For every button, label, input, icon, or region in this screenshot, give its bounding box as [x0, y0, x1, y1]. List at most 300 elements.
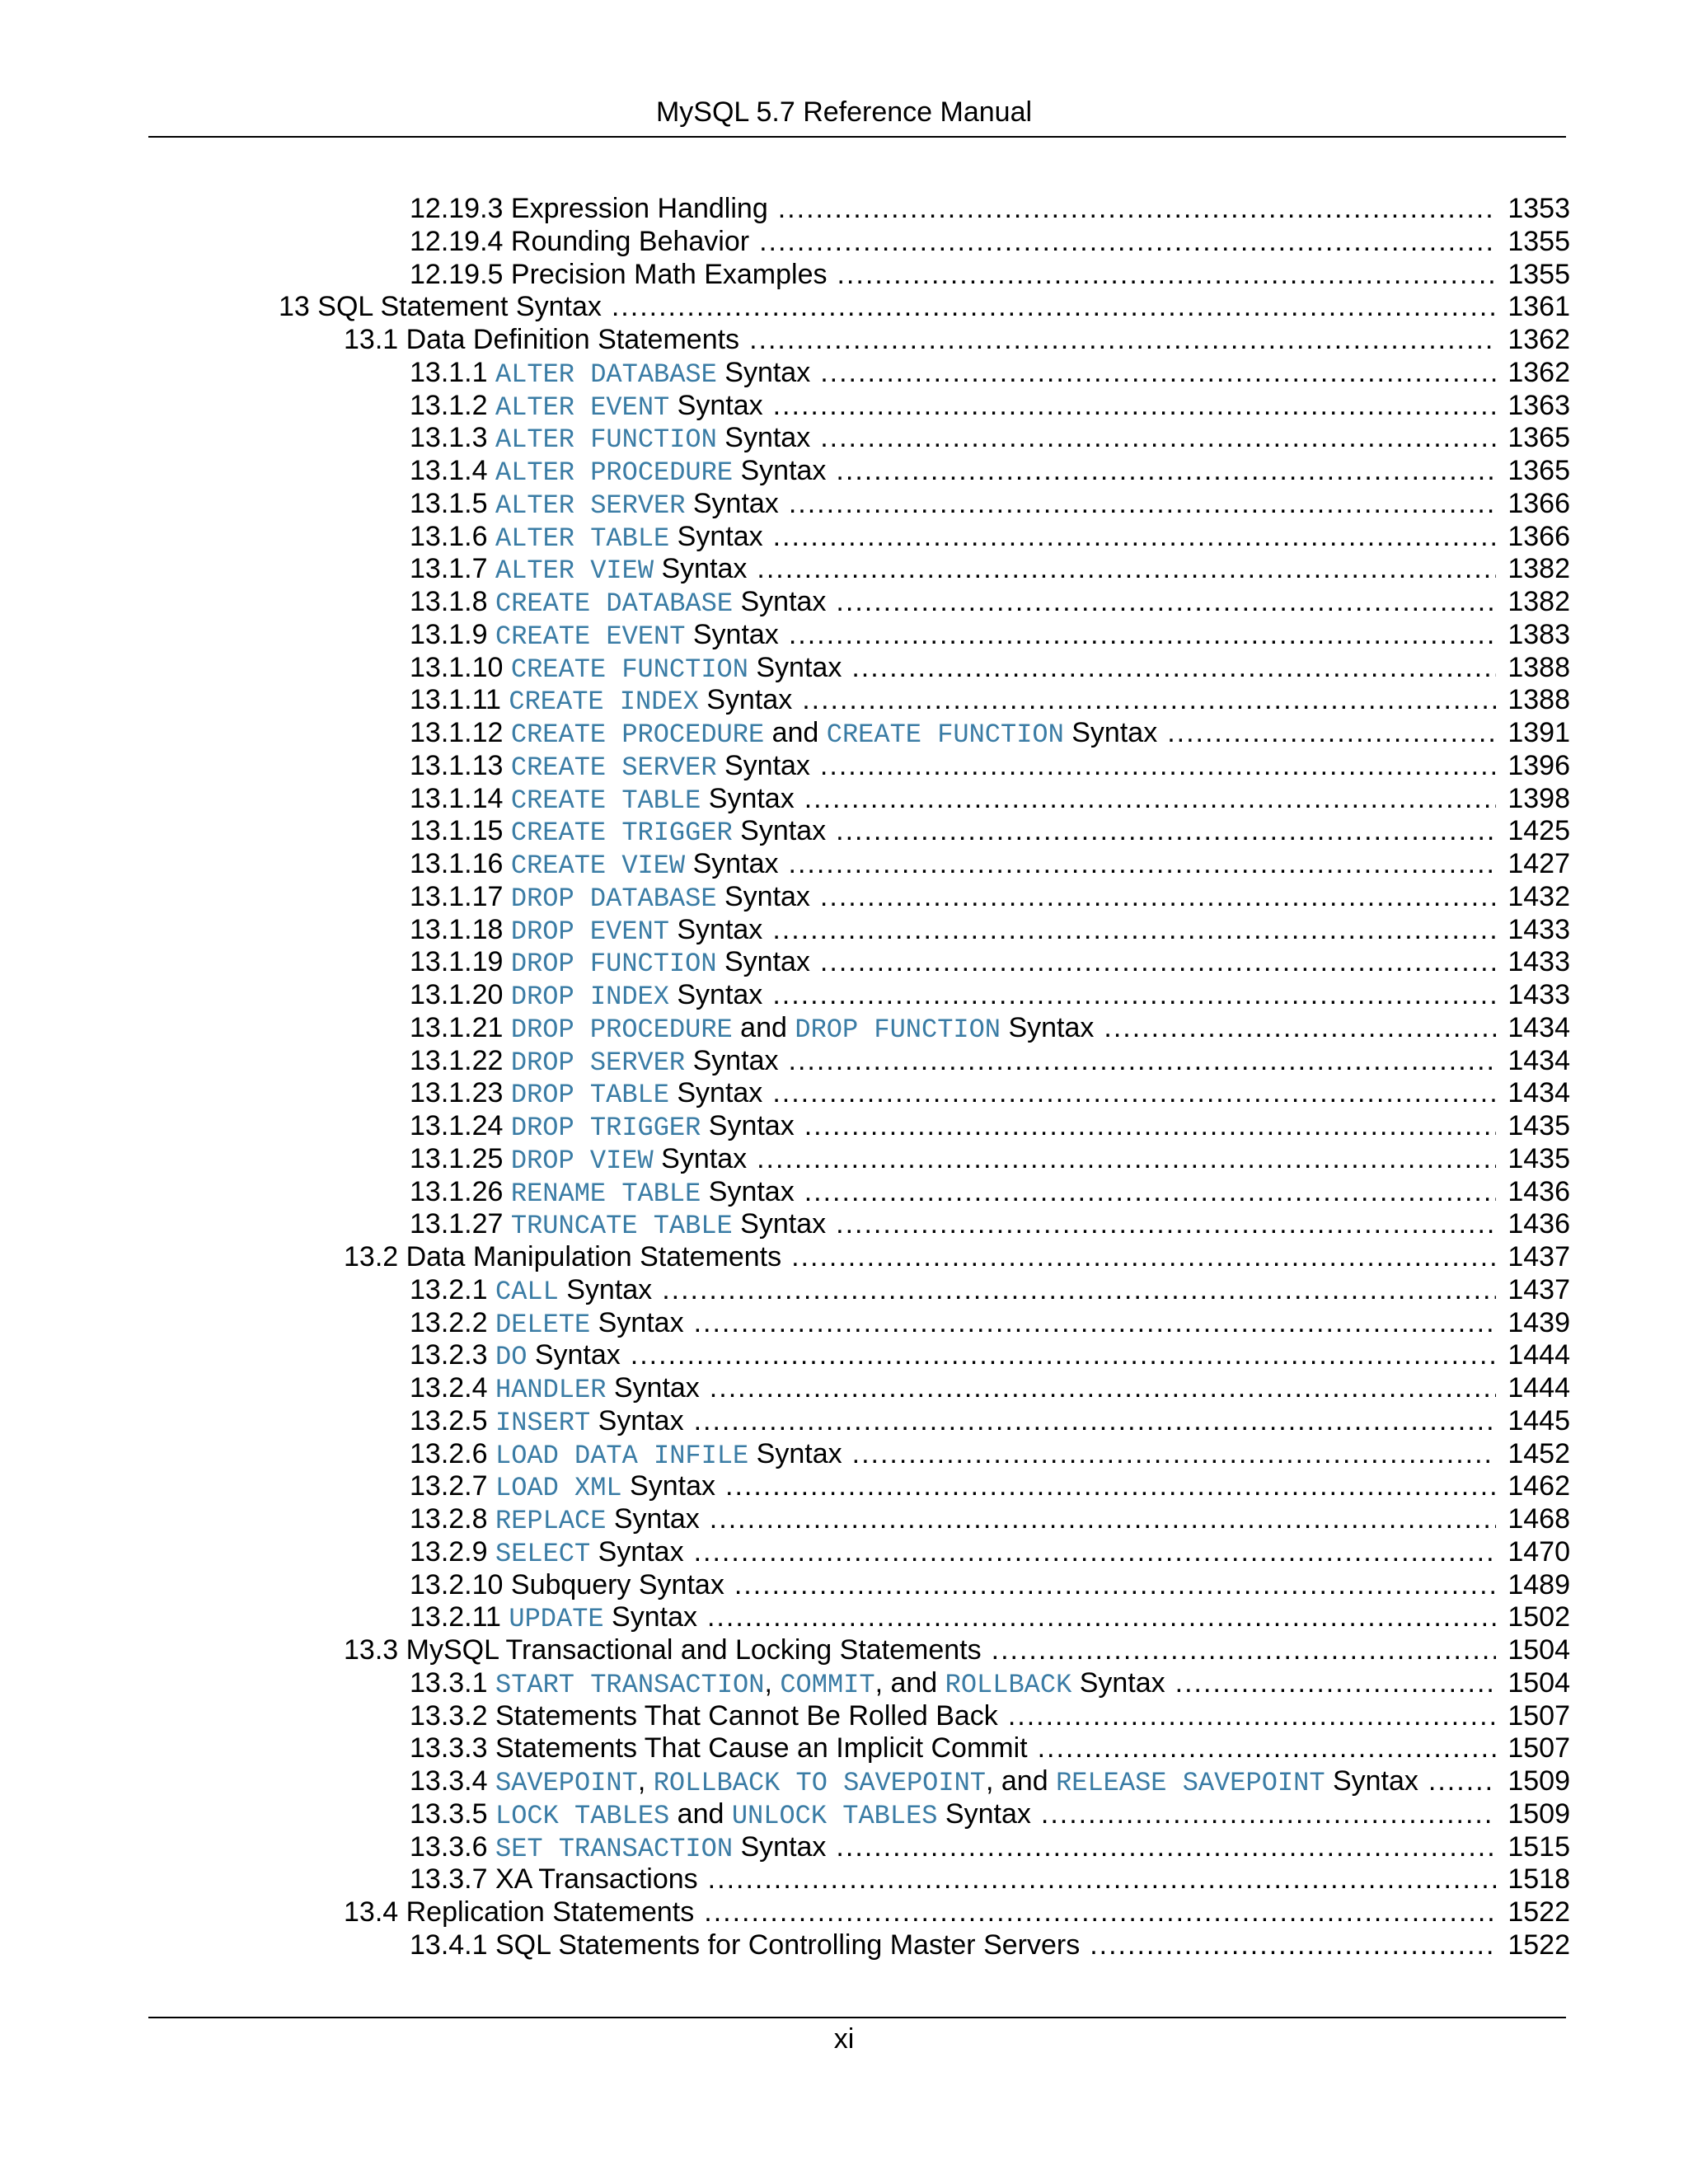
- toc-entry[interactable]: [410, 1797, 1570, 1830]
- toc-text: 13.1.25: [410, 1142, 511, 1174]
- toc-text: 13.1.4: [410, 455, 495, 486]
- toc-page-number: 1518: [1507, 1863, 1570, 1896]
- toc-entry-title: [410, 1699, 998, 1732]
- toc-page-number: 1355: [1507, 258, 1570, 290]
- toc-code-keyword: INSERT: [495, 1407, 591, 1438]
- toc-code-keyword: REPLACE: [495, 1506, 607, 1536]
- toc-leader-dots: [789, 487, 1497, 520]
- toc-page-number: 1432: [1507, 880, 1570, 912]
- toc-entry[interactable]: [344, 1240, 1570, 1273]
- toc-text: 13.1.11: [410, 684, 509, 716]
- page-header-title: MySQL 5.7 Reference Manual: [655, 96, 1033, 128]
- toc-text: 13.1.14: [410, 782, 511, 814]
- page-number: xi: [833, 2023, 855, 2055]
- toc-text: Syntax: [937, 1797, 1031, 1830]
- toc-entry-title: [410, 520, 763, 555]
- toc-code-keyword: DROP PROCEDURE: [510, 1014, 733, 1045]
- toc-leader-dots: [1167, 716, 1496, 749]
- toc-entry-title: [410, 1568, 724, 1601]
- toc-entry[interactable]: [410, 1929, 1570, 1961]
- toc-code-keyword: CREATE TABLE: [510, 785, 701, 816]
- toc-entry-title: [410, 716, 1157, 752]
- toc-page-number: 1444: [1507, 1339, 1570, 1371]
- toc-code-keyword: SELECT: [495, 1538, 591, 1569]
- toc-page-number: 1433: [1507, 979, 1570, 1010]
- toc-text: Syntax: [668, 913, 763, 945]
- toc-text: 13.1.19: [410, 946, 511, 978]
- toc-text: 13.2.10 Subquery Syntax: [410, 1568, 724, 1601]
- toc-entry[interactable]: [410, 1306, 1570, 1339]
- toc-leader-dots: [836, 1830, 1496, 1863]
- toc-entry-title: [410, 1371, 700, 1407]
- toc-text: 13.1.22: [410, 1044, 511, 1076]
- toc-leader-dots: [707, 1601, 1496, 1633]
- toc-entry[interactable]: [410, 683, 1570, 716]
- toc-page-number: 1436: [1507, 1175, 1570, 1207]
- toc-page-number: 1509: [1507, 1797, 1570, 1830]
- toc-entry[interactable]: [410, 716, 1570, 749]
- toc-text: 13.2.1: [410, 1273, 495, 1305]
- toc-entry[interactable]: [410, 618, 1570, 651]
- toc-code-keyword: DROP INDEX: [510, 982, 669, 1012]
- toc-entry[interactable]: [410, 225, 1570, 258]
- toc-code-keyword: ALTER EVENT: [495, 391, 670, 423]
- toc-entry[interactable]: [410, 913, 1570, 946]
- toc-text: Syntax: [653, 1142, 748, 1174]
- toc-entry[interactable]: [410, 651, 1570, 684]
- toc-page-number: 1391: [1507, 717, 1570, 748]
- toc-text: 13.3 MySQL Transactional and Locking Statements: [344, 1634, 982, 1666]
- toc-entry[interactable]: [410, 1469, 1570, 1502]
- toc-page-number: 1452: [1507, 1437, 1570, 1469]
- toc-page-number: 1388: [1507, 651, 1570, 683]
- toc-leader-dots: [734, 1568, 1497, 1601]
- toc-text: Syntax: [701, 1175, 795, 1207]
- toc-text: 13.1.15: [410, 815, 511, 847]
- toc-leader-dots: [836, 585, 1496, 618]
- toc-page-number: 1468: [1507, 1503, 1570, 1535]
- toc-text: 13.3.6: [410, 1830, 495, 1863]
- toc-entry[interactable]: [410, 552, 1570, 585]
- toc-text: Syntax: [590, 1306, 684, 1338]
- toc-text: Syntax: [732, 1208, 827, 1240]
- toc-entry-title: [410, 1732, 1028, 1765]
- toc-code-keyword: TRUNCATE TABLE: [510, 1211, 733, 1242]
- toc-entry-title: [410, 1044, 779, 1080]
- toc-text: 12.19.4 Rounding Behavior: [410, 225, 750, 257]
- toc-text: Syntax: [701, 782, 795, 814]
- toc-page-number: 1365: [1507, 455, 1570, 486]
- toc-leader-dots: [772, 978, 1496, 1011]
- toc-entry[interactable]: [410, 258, 1570, 291]
- toc-entry[interactable]: [410, 1601, 1570, 1633]
- toc-text: Syntax: [748, 651, 842, 683]
- toc-entry-title: [410, 913, 762, 949]
- toc-page-number: 1396: [1507, 749, 1570, 781]
- toc-leader-dots: [612, 290, 1497, 323]
- toc-code-keyword: RENAME TABLE: [510, 1178, 701, 1209]
- toc-leader-dots: [836, 1207, 1496, 1240]
- toc-code-keyword: DROP FUNCTION: [510, 949, 717, 980]
- toc-text: Syntax: [733, 586, 827, 617]
- toc-leader-dots: [772, 1076, 1496, 1109]
- toc-entry[interactable]: [410, 1863, 1570, 1896]
- toc-entry-title: [410, 421, 810, 457]
- toc-leader-dots: [820, 356, 1496, 389]
- toc-entry-title: [410, 192, 768, 225]
- toc-page-number: 1462: [1507, 1470, 1570, 1502]
- toc-text: 13.1.13: [410, 749, 511, 781]
- toc-text: 13.1.10: [410, 651, 511, 683]
- toc-code-keyword: ALTER VIEW: [495, 555, 654, 587]
- toc-entry-title: [410, 978, 762, 1014]
- toc-entry[interactable]: [410, 1338, 1570, 1371]
- toc-text: 13.1.18: [410, 913, 511, 945]
- toc-page-number: 1435: [1507, 1110, 1570, 1141]
- toc-text: 13.1.26: [410, 1175, 511, 1207]
- toc-text: 13.1.20: [410, 979, 511, 1010]
- toc-code-keyword: CREATE EVENT: [495, 621, 686, 652]
- toc-text: Syntax: [685, 487, 779, 519]
- toc-code-keyword: ALTER SERVER: [495, 490, 686, 521]
- toc-text: 13.2.2: [410, 1306, 495, 1338]
- toc-entry-title: [410, 1830, 826, 1866]
- toc-leader-dots: [1428, 1765, 1496, 1797]
- toc-text: 13.2.4: [410, 1372, 495, 1404]
- toc-code-keyword: CREATE VIEW: [510, 851, 686, 881]
- toc-entry[interactable]: [410, 1044, 1570, 1077]
- toc-text: Syntax: [733, 1830, 827, 1863]
- toc-page-number: 1515: [1507, 1830, 1570, 1863]
- toc-entry[interactable]: [410, 1535, 1570, 1568]
- toc-text: 13.3.2 Statements That Cannot Be Rolled Back: [410, 1699, 998, 1732]
- toc-entry[interactable]: [410, 1732, 1570, 1765]
- toc-text: 13.1.3: [410, 422, 495, 454]
- toc-text: Syntax: [590, 1404, 684, 1436]
- toc-text: 13.1.7: [410, 553, 495, 585]
- toc-entry-title: [410, 585, 826, 621]
- toc-code-keyword: ALTER TABLE: [495, 523, 670, 554]
- toc-entry-title: [410, 1666, 1165, 1702]
- toc-entry-title: [410, 552, 747, 588]
- toc-leader-dots: [820, 421, 1496, 454]
- toc-page-number: 1502: [1507, 1601, 1570, 1633]
- toc-text: 13.1.1: [410, 356, 495, 388]
- toc-entry[interactable]: [410, 1437, 1570, 1470]
- toc-text: Syntax: [698, 684, 793, 716]
- toc-entry[interactable]: [410, 389, 1570, 422]
- toc-entry[interactable]: [410, 1568, 1570, 1601]
- toc-code-keyword: SAVEPOINT: [495, 1768, 638, 1798]
- toc-text: 13.2.11: [410, 1601, 509, 1633]
- toc-code-keyword: LOAD XML: [495, 1473, 622, 1504]
- toc-text: 13.1.16: [410, 848, 511, 879]
- toc-leader-dots: [804, 1175, 1497, 1208]
- toc-text: 13.2.6: [410, 1437, 495, 1469]
- toc-code-keyword: ALTER PROCEDURE: [495, 457, 734, 488]
- toc-entry-title: [410, 1109, 795, 1145]
- toc-page-number: 1489: [1507, 1568, 1570, 1601]
- toc-entry[interactable]: [344, 323, 1570, 356]
- footer-rule: [148, 2017, 1566, 2018]
- toc-entry[interactable]: [410, 1175, 1570, 1208]
- toc-entry[interactable]: [410, 978, 1570, 1011]
- toc-entry[interactable]: [410, 1502, 1570, 1535]
- toc-code-keyword: LOAD DATA INFILE: [495, 1440, 749, 1471]
- toc-text: Syntax: [590, 1535, 684, 1568]
- toc-code-keyword: SET TRANSACTION: [495, 1833, 734, 1864]
- toc-text: 13.2.7: [410, 1470, 495, 1502]
- toc-text: Syntax: [668, 1077, 763, 1109]
- toc-text: and: [669, 1797, 732, 1830]
- toc-code-keyword: ROLLBACK: [945, 1669, 1072, 1700]
- toc-entry-title: [410, 1338, 621, 1374]
- toc-text: 13.1.2: [410, 389, 495, 421]
- toc-text: 13.1.17: [410, 880, 511, 912]
- toc-text: Syntax: [558, 1273, 653, 1305]
- toc-text: 13.3.7 XA Transactions: [410, 1863, 698, 1896]
- toc-text: 13.1.21: [410, 1011, 511, 1043]
- toc-page-number: 1470: [1507, 1535, 1570, 1568]
- toc-entry[interactable]: [410, 749, 1570, 782]
- toc-text: Syntax: [606, 1372, 700, 1404]
- toc-code-keyword: CREATE FUNCTION: [826, 719, 1064, 750]
- toc-leader-dots: [804, 782, 1497, 815]
- toc-leader-dots: [992, 1633, 1497, 1666]
- toc-page-number: 1366: [1507, 520, 1570, 552]
- toc-code-keyword: CREATE FUNCTION: [510, 654, 748, 685]
- toc-text: Syntax: [1063, 717, 1158, 748]
- toc-text: Syntax: [732, 815, 827, 847]
- toc-entry-title: [344, 323, 739, 356]
- toc-leader-dots: [772, 913, 1496, 946]
- toc-code-keyword: DROP SERVER: [510, 1047, 686, 1078]
- toc-text: ,: [637, 1765, 654, 1797]
- toc-code-keyword: LOCK TABLES: [495, 1800, 670, 1831]
- toc-page-number: 1383: [1507, 618, 1570, 650]
- toc-leader-dots: [1041, 1797, 1496, 1830]
- toc-text: Syntax: [685, 1044, 779, 1076]
- toc-text: 13.3.5: [410, 1797, 495, 1830]
- toc-entry-title: [344, 1896, 694, 1929]
- toc-text: Syntax: [621, 1470, 715, 1502]
- toc-entry[interactable]: [410, 356, 1570, 389]
- toc-page-number: 1434: [1507, 1011, 1570, 1043]
- toc-text: Syntax: [527, 1339, 621, 1371]
- toc-leader-dots: [789, 1044, 1497, 1077]
- toc-text: Syntax: [1071, 1666, 1165, 1699]
- toc-page-number: 1362: [1507, 356, 1570, 388]
- toc-text: Syntax: [603, 1601, 697, 1633]
- toc-leader-dots: [694, 1404, 1497, 1437]
- toc-text: 12.19.3 Expression Handling: [410, 193, 768, 224]
- toc-leader-dots: [759, 225, 1496, 258]
- toc-leader-dots: [710, 1502, 1497, 1535]
- toc-entry[interactable]: [410, 847, 1570, 880]
- toc-text: Syntax: [716, 356, 811, 388]
- toc-entry-title: [410, 782, 795, 818]
- toc-page-number: 1382: [1507, 586, 1570, 617]
- toc-leader-dots: [820, 945, 1496, 978]
- toc-page-number: 1366: [1507, 487, 1570, 519]
- toc-text: 13.2 Data Manipulation Statements: [344, 1241, 782, 1272]
- toc-entry-title: [410, 1142, 747, 1178]
- toc-code-keyword: DROP TABLE: [510, 1080, 669, 1111]
- toc-entry-title: [410, 618, 779, 654]
- toc-leader-dots: [694, 1306, 1497, 1339]
- toc-text: Syntax: [733, 455, 827, 486]
- toc-entry-title: [410, 683, 792, 719]
- toc-text: Syntax: [685, 848, 779, 879]
- toc-leader-dots: [694, 1535, 1497, 1568]
- toc-leader-dots: [725, 1469, 1496, 1502]
- toc-entry[interactable]: [410, 520, 1570, 553]
- toc-page-number: 1436: [1507, 1208, 1570, 1240]
- toc-page-number: 1509: [1507, 1765, 1570, 1797]
- header-rule: [148, 136, 1566, 138]
- toc-leader-dots: [708, 1863, 1497, 1896]
- toc-entry[interactable]: [410, 1666, 1570, 1699]
- toc-text: Syntax: [606, 1503, 700, 1535]
- toc-text: 13.3.1: [410, 1666, 495, 1699]
- toc-page-number: 1437: [1507, 1241, 1570, 1272]
- toc-entry-title: [410, 225, 749, 258]
- toc-entry[interactable]: [410, 1830, 1570, 1863]
- toc-entry-title: [344, 1633, 982, 1666]
- toc-leader-dots: [1038, 1732, 1497, 1765]
- toc-entry[interactable]: [410, 814, 1570, 847]
- toc-entry[interactable]: [410, 945, 1570, 978]
- toc-leader-dots: [778, 192, 1497, 225]
- toc-text: Syntax: [669, 389, 763, 421]
- toc-entry[interactable]: [410, 1109, 1570, 1142]
- toc-entry[interactable]: [410, 1404, 1570, 1437]
- toc-entry[interactable]: [410, 1371, 1570, 1404]
- toc-page-number: 1427: [1507, 848, 1570, 879]
- toc-page-number: 1522: [1507, 1896, 1570, 1928]
- toc-page-number: 1425: [1507, 815, 1570, 847]
- toc-page-number: 1365: [1507, 422, 1570, 454]
- toc-entry[interactable]: [410, 1076, 1570, 1109]
- toc-entry-title: [410, 847, 779, 883]
- toc-entry[interactable]: [410, 421, 1570, 454]
- toc-leader-dots: [773, 520, 1497, 553]
- toc-entry-title: [410, 945, 810, 981]
- toc-leader-dots: [1175, 1666, 1497, 1699]
- toc-page-number: 1439: [1507, 1306, 1570, 1338]
- toc-leader-dots: [1008, 1699, 1497, 1732]
- toc-text: , and: [985, 1765, 1057, 1797]
- toc-entry[interactable]: [344, 1633, 1570, 1666]
- toc-text: 13.1.24: [410, 1110, 511, 1141]
- toc-code-keyword: COMMIT: [780, 1669, 875, 1700]
- toc-page-number: 1353: [1507, 193, 1570, 224]
- toc-code-keyword: CALL: [495, 1276, 559, 1307]
- toc-entry[interactable]: [410, 782, 1570, 815]
- toc-entry[interactable]: [410, 1699, 1570, 1732]
- toc-text: Syntax: [716, 946, 810, 978]
- toc-leader-dots: [757, 552, 1496, 585]
- toc-entry[interactable]: [410, 1207, 1570, 1240]
- toc-entry[interactable]: [410, 454, 1570, 487]
- toc-leader-dots: [773, 389, 1497, 422]
- toc-entry[interactable]: [410, 880, 1570, 913]
- toc-code-keyword: ALTER FUNCTION: [495, 424, 717, 456]
- toc-code-keyword: ALTER DATABASE: [495, 359, 717, 390]
- toc-code-keyword: DROP TRIGGER: [510, 1113, 701, 1143]
- toc-entry[interactable]: [410, 585, 1570, 618]
- toc-entry[interactable]: [410, 1011, 1570, 1044]
- toc-entry-title: [410, 1863, 698, 1896]
- toc-text: 13.2.5: [410, 1404, 495, 1436]
- toc-entry[interactable]: [279, 290, 1570, 323]
- toc-entry-title: [279, 290, 602, 323]
- toc-page-number: 1355: [1507, 225, 1570, 257]
- toc-text: Syntax: [669, 520, 763, 552]
- toc-entry[interactable]: [344, 1896, 1570, 1929]
- toc-text: 13.1 Data Definition Statements: [344, 324, 740, 355]
- toc-text: Syntax: [1001, 1011, 1095, 1043]
- toc-page-number: 1444: [1507, 1372, 1570, 1404]
- toc-entry[interactable]: [410, 487, 1570, 520]
- toc-leader-dots: [802, 683, 1496, 716]
- toc-entry[interactable]: [410, 1273, 1570, 1306]
- toc-code-keyword: CREATE PROCEDURE: [510, 719, 765, 750]
- toc-page-number: 1507: [1507, 1732, 1570, 1765]
- toc-entry-title: [410, 1765, 1418, 1800]
- toc-leader-dots: [804, 1109, 1497, 1142]
- toc-text: , and: [874, 1666, 945, 1699]
- toc-entry-title: [410, 880, 810, 916]
- toc-entry-title: [410, 1535, 684, 1571]
- toc-entry-title: [410, 1011, 1094, 1047]
- toc-text: Syntax: [716, 422, 811, 454]
- toc-entry-title: [410, 1502, 700, 1538]
- toc-text: Syntax: [685, 618, 779, 650]
- toc-text: Syntax: [668, 979, 763, 1010]
- toc-code-keyword: CREATE SERVER: [510, 752, 717, 783]
- toc-entry-title: [410, 814, 826, 850]
- toc-code-keyword: CREATE DATABASE: [495, 588, 734, 619]
- toc-leader-dots: [631, 1338, 1497, 1371]
- toc-text: ,: [764, 1666, 781, 1699]
- toc-entry[interactable]: [410, 1142, 1570, 1175]
- toc-entry-title: [410, 1797, 1031, 1833]
- toc-leader-dots: [789, 618, 1497, 651]
- toc-leader-dots: [852, 1437, 1497, 1470]
- toc-entry-title: [410, 258, 827, 291]
- toc-leader-dots: [749, 323, 1496, 356]
- toc-leader-dots: [704, 1896, 1496, 1929]
- toc-leader-dots: [851, 651, 1496, 684]
- toc-text: Syntax: [701, 1110, 795, 1141]
- toc-text: 12.19.5 Precision Math Examples: [410, 258, 828, 290]
- toc-entry[interactable]: [410, 192, 1570, 225]
- toc-code-keyword: CREATE INDEX: [509, 687, 699, 718]
- toc-text: 13.1.23: [410, 1077, 511, 1109]
- toc-page-number: 1435: [1507, 1142, 1570, 1174]
- toc-code-keyword: START TRANSACTION: [495, 1669, 765, 1700]
- toc-page-number: 1507: [1507, 1699, 1570, 1732]
- toc-text: Syntax: [1325, 1765, 1418, 1797]
- toc-page-number: 1398: [1507, 782, 1570, 814]
- toc-leader-dots: [836, 814, 1496, 847]
- toc-text: 13.1.27: [410, 1208, 511, 1240]
- toc-text: 13.4 Replication Statements: [344, 1896, 695, 1928]
- toc-entry[interactable]: [410, 1765, 1570, 1797]
- toc-code-keyword: RELEASE SAVEPOINT: [1056, 1768, 1325, 1798]
- toc-page-number: 1437: [1507, 1273, 1570, 1305]
